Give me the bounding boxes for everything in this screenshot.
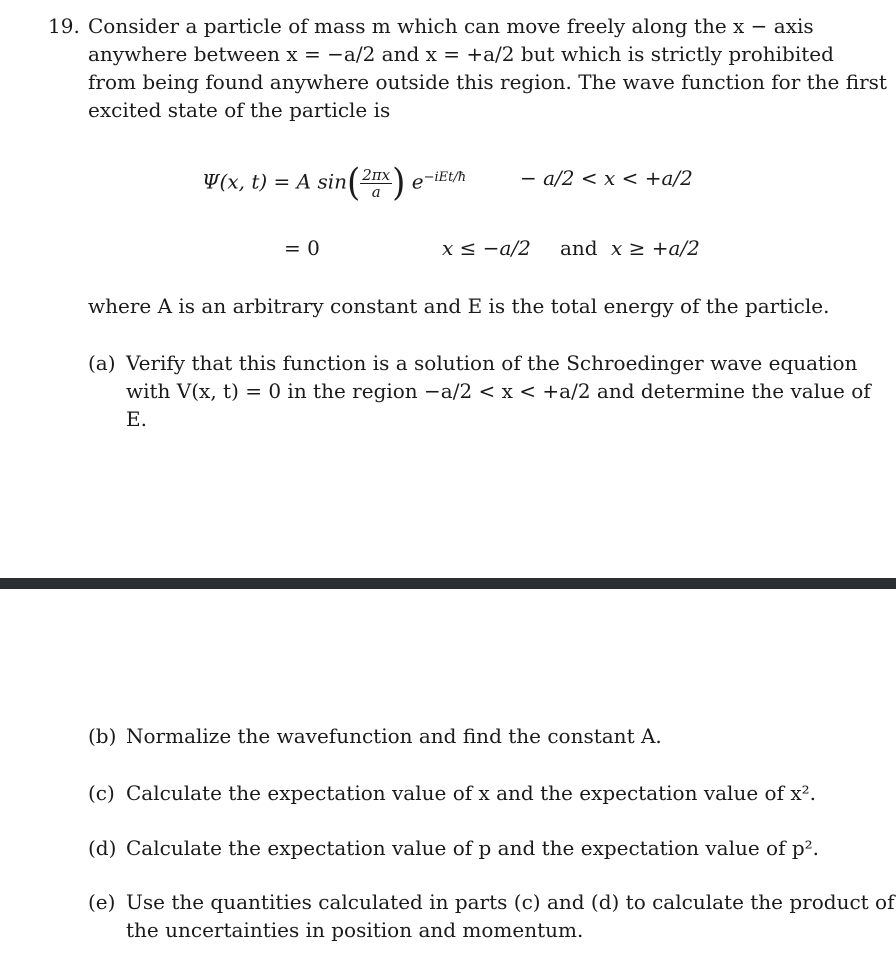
problem-number: 19. <box>48 14 80 38</box>
exponent: −iEt/ħ <box>423 170 467 185</box>
equation2-lhs: = 0 <box>284 236 320 260</box>
fraction-denominator: a <box>371 182 381 201</box>
part-d-label: (d) <box>88 836 117 860</box>
part-e-label: (e) <box>88 890 116 914</box>
intro-line-3: from being found anywhere outside this region. The wave function for the first <box>88 70 887 94</box>
part-a-label: (a) <box>88 351 116 375</box>
part-c-text: Calculate the expectation value of x and the expectation value of x². <box>126 781 816 805</box>
part-d-text: Calculate the expectation value of p and the expectation value of p². <box>126 836 820 860</box>
equation2-and: and <box>560 236 598 260</box>
intro-line-1: Consider a particle of mass m which can move freely along the x − axis <box>88 14 814 38</box>
right-paren: ) <box>392 161 406 206</box>
section-divider <box>0 578 896 589</box>
part-b-text: Normalize the wavefunction and find the constant A. <box>126 724 662 748</box>
equation2-cond-right: x ≥ +a/2 <box>611 236 700 260</box>
part-a-line-1: Verify that this function is a solution of the Schroedinger wave equation <box>126 351 858 375</box>
part-c-label: (c) <box>88 781 115 805</box>
equation1-condition: − a/2 < x < +a/2 <box>520 166 693 190</box>
exp-base: e <box>411 169 424 194</box>
left-paren: ( <box>347 161 361 206</box>
equation-lhs: Ψ(x, t) = A sin <box>202 169 347 194</box>
part-a-line-2: with V(x, t) = 0 in the region −a/2 < x < +a/2 and determine the value of <box>126 379 871 403</box>
wavefunction-equation <box>202 158 467 206</box>
equation2-cond-left: x ≤ −a/2 <box>442 236 531 260</box>
part-a-line-3: E. <box>126 407 147 431</box>
fraction-numerator: 2πx <box>362 165 391 184</box>
part-e-line-1: Use the quantities calculated in parts (c) and (d) to calculate the product of <box>126 890 895 914</box>
part-e-line-2: the uncertainties in position and momentum. <box>126 918 584 942</box>
where-line: where A is an arbitrary constant and E is the total energy of the particle. <box>88 294 830 318</box>
intro-line-4: excited state of the particle is <box>88 98 391 122</box>
part-b-label: (b) <box>88 724 117 748</box>
fraction <box>360 167 392 200</box>
intro-line-2: anywhere between x = −a/2 and x = +a/2 but which is strictly prohibited <box>88 42 834 66</box>
